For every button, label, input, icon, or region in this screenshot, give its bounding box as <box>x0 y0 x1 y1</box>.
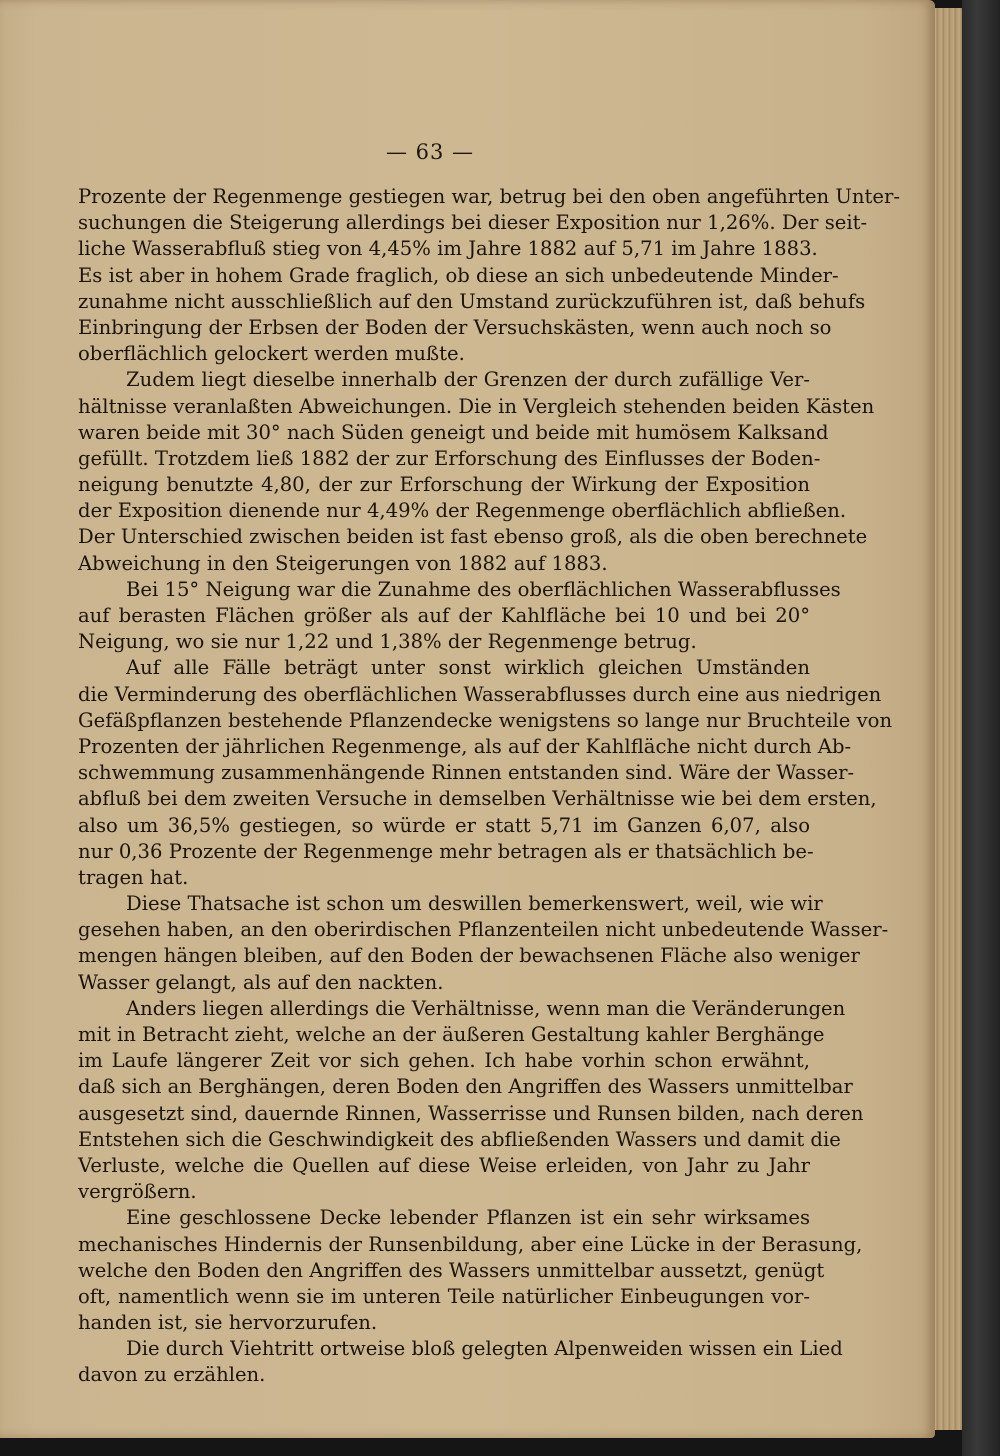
book-cover-edge <box>962 0 1000 1456</box>
text-line: Prozenten der jährlichen Regenmenge, als auf der Kahlfläche nicht durch Ab- <box>78 734 852 758</box>
text-line: Gefäßpflanzen bestehende Pflanzendecke wenigstens so lange nur Bruchteile von <box>78 708 893 732</box>
text-line: Neigung, wo sie nur 1,22 und 1,38% der Regenmenge betrug. <box>78 630 697 654</box>
text-line: nur 0,36 Prozente der Regenmenge mehr betragen als er thatsächlich be- <box>78 839 814 863</box>
text-line: der Exposition dienende nur 4,49% der Regenmenge oberflächlich abfließen. <box>78 499 847 523</box>
text-line: Prozente der Regenmenge gestiegen war, betrug bei den oben angeführten Unter- <box>78 185 900 208</box>
text-line: daß sich an Berghängen, deren Boden den Angriffen des Wassers unmittelbar <box>78 1075 853 1099</box>
text-line: neigung benutzte 4,80, der zur Erforschung der Wirkung der Exposition <box>78 473 810 497</box>
text-line: Diese Thatsache ist schon um deswillen bemerkenswert, weil, wie wir <box>126 892 823 916</box>
text-line: Auf alle Fälle beträgt unter sonst wirklich gleichen Umständen <box>126 656 810 680</box>
text-line: Entstehen sich die Geschwindigkeit des abfließenden Wassers und damit die <box>78 1127 841 1151</box>
text-line: zunahme nicht ausschließlich auf den Umstand zurückzuführen ist, daß behufs <box>78 289 866 313</box>
text-line: Zudem liegt dieselbe innerhalb der Grenzen der durch zufällige Ver- <box>126 368 810 392</box>
text-line: abfluß bei dem zweiten Versuche in demselben Verhältnisse wie bei dem ersten, <box>78 787 877 811</box>
text-line: tragen hat. <box>78 865 189 889</box>
text-line: ausgesetzt sind, dauernde Rinnen, Wasserrisse und Runsen bilden, nach deren <box>78 1101 864 1125</box>
text-line: oft, namentlich wenn sie im unteren Teile natürlicher Einbeugungen vor- <box>78 1284 810 1308</box>
text-line: Eine geschlossene Decke lebender Pflanzen ist ein sehr wirksames <box>126 1206 810 1230</box>
text-line: Wasser gelangt, als auf den nackten. <box>78 970 444 994</box>
text-line: liche Wasserabfluß stieg von 4,45% im Jahre 1882 auf 5,71 im Jahre 1883. <box>78 237 818 261</box>
text-line: Der Unterschied zwischen beiden ist fast ebenso groß, als die oben berechnete <box>78 525 868 549</box>
text-line: handen ist, sie hervorzurufen. <box>78 1311 378 1335</box>
text-line: im Laufe längerer Zeit vor sich gehen. Ich habe vorhin schon erwähnt, <box>78 1049 810 1073</box>
text-line: Anders liegen allerdings die Verhältnisse, wenn man die Veränderungen <box>126 996 846 1020</box>
text-line: davon zu erzählen. <box>78 1363 266 1387</box>
text-line: die Verminderung des oberflächlichen Wasserabflusses durch eine aus niedrigen <box>78 682 882 706</box>
text-line: Die durch Viehtritt ortweise bloß gelegten Alpenweiden wissen ein Lied <box>126 1337 843 1361</box>
text-line: hältnisse veranlaßten Abweichungen. Die in Vergleich stehenden beiden Kästen <box>78 394 875 418</box>
text-line: also um 36,5% gestiegen, so würde er statt 5,71 im Ganzen 6,07, also <box>78 813 810 837</box>
text-line: mit in Betracht zieht, welche an der äußeren Gestaltung kahler Berghänge <box>78 1023 825 1046</box>
text-line: auf berasten Flächen größer als auf der Kahlfläche bei 10 und bei 20° <box>78 604 810 627</box>
text-line: mengen hängen bleiben, auf den Boden der bewachsenen Fläche also weniger <box>78 944 860 968</box>
text-line: schwemmung zusammenhängende Rinnen entstanden sind. Wäre der Wasser- <box>78 761 855 785</box>
text-line: Es ist aber in hohem Grade fraglich, ob diese an sich unbedeutende Minder- <box>78 263 839 287</box>
text-line: Bei 15° Neigung war die Zunahme des oberflächlichen Wasserabflusses <box>126 577 841 601</box>
text-line: oberflächlich gelockert werden mußte. <box>78 342 465 366</box>
text-line: suchungen die Steigerung allerdings bei dieser Exposition nur 1,26%. Der seit- <box>78 211 868 235</box>
text-line: welche den Boden den Angriffen des Wassers unmittelbar aussetzt, genügt <box>78 1258 825 1282</box>
text-line: Verluste, welche die Quellen auf diese Weise erleiden, von Jahr zu Jahr <box>78 1153 810 1177</box>
page-number: — 63 — <box>385 140 475 164</box>
body-text <box>78 184 900 1389</box>
text-line: vergrößern. <box>78 1180 197 1204</box>
text-line: Einbringung der Erbsen der Boden der Versuchskästen, wenn auch noch so <box>78 315 832 339</box>
text-line: waren beide mit 30° nach Süden geneigt und beide mit humösem Kalksand <box>78 420 829 444</box>
text-line: mechanisches Hindernis der Runsenbildung, aber eine Lücke in der Berasung, <box>78 1232 863 1256</box>
text-line: Abweichung in den Steigerungen von 1882 auf 1883. <box>78 551 608 575</box>
page-stack-edges <box>933 8 965 1430</box>
text-line: gefüllt. Trotzdem ließ 1882 der zur Erforschung des Einflusses der Boden- <box>78 446 821 470</box>
text-line: gesehen haben, an den oberirdischen Pflanzenteilen nicht unbedeutende Wasser- <box>78 918 889 942</box>
